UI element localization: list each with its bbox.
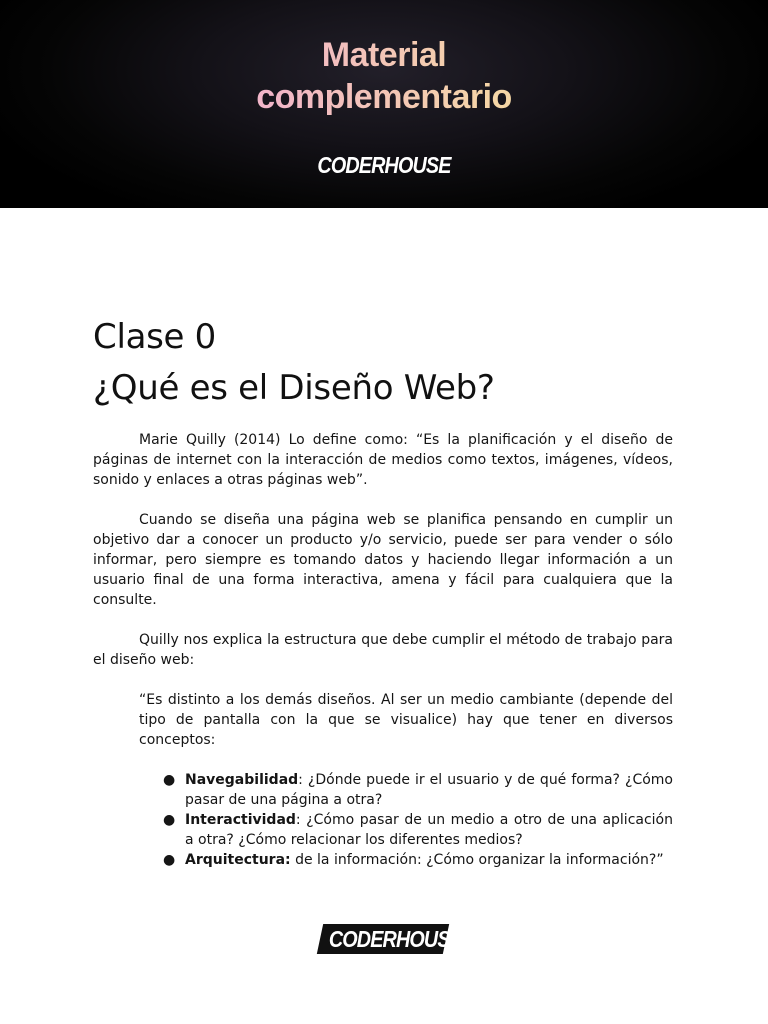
paragraph-structure: Quilly nos explica la estructura que debe cumplir el método de trabajo para el diseño web: (93, 632, 673, 668)
paragraph-planning: Cuando se diseña una página web se planifica pensando en cumplir un objetivo dar a conocer un producto y/o servicio, puede ser para vender o sólo informar, pero siempre es tomando datos y haciendo llegar información a un usuario final de una forma interactiva, amena y fácil para cualquiera que la consulte. (93, 512, 673, 608)
bullet-icon: ● (163, 852, 176, 868)
header-logo: CODERHOUSE (317, 152, 451, 178)
bullet-icon: ● (163, 812, 176, 828)
list-item-term: Interactividad (185, 812, 296, 828)
document-body (93, 430, 673, 870)
bullet-icon: ● (163, 772, 176, 788)
list-item-term: Arquitectura: (185, 852, 291, 868)
footer-logo-text: CODERHOUSE (328, 926, 462, 952)
concepts-list (139, 770, 673, 870)
footer-logo (317, 924, 462, 954)
list-item-term: Navegabilidad (185, 772, 299, 788)
list-item (139, 770, 673, 810)
class-title: Clase 0 (93, 317, 216, 357)
header-title (0, 34, 768, 118)
paragraph-definition: Marie Quilly (2014) Lo define como: “Es la planificación y el diseño de páginas de internet con la interacción de medios como textos, imágenes, vídeos, sonido y enlaces a otras páginas web”. (93, 432, 673, 488)
list-item-text: : ¿Dónde puede ir el usuario y de qué forma? ¿Cómo pasar de una página a otra? (185, 772, 673, 808)
header-title-line1: Material (321, 36, 447, 74)
header-banner (0, 0, 768, 208)
list-item-text: : ¿Cómo pasar de un medio a otro de una aplicación a otra? ¿Cómo relacionar los diferentes medios? (185, 812, 673, 848)
list-item (139, 850, 673, 870)
block-quote: “Es distinto a los demás diseños. Al ser un medio cambiante (depende del tipo de pantalla con la que se visualice) hay que tener en diversos conceptos: (139, 692, 673, 748)
page-heading (93, 312, 693, 414)
main-title: ¿Qué es el Diseño Web? (93, 368, 495, 408)
list-item-text: de la información: ¿Cómo organizar la información?” (290, 852, 664, 868)
list-item (139, 810, 673, 850)
header-title-line2: complementario (256, 78, 512, 116)
